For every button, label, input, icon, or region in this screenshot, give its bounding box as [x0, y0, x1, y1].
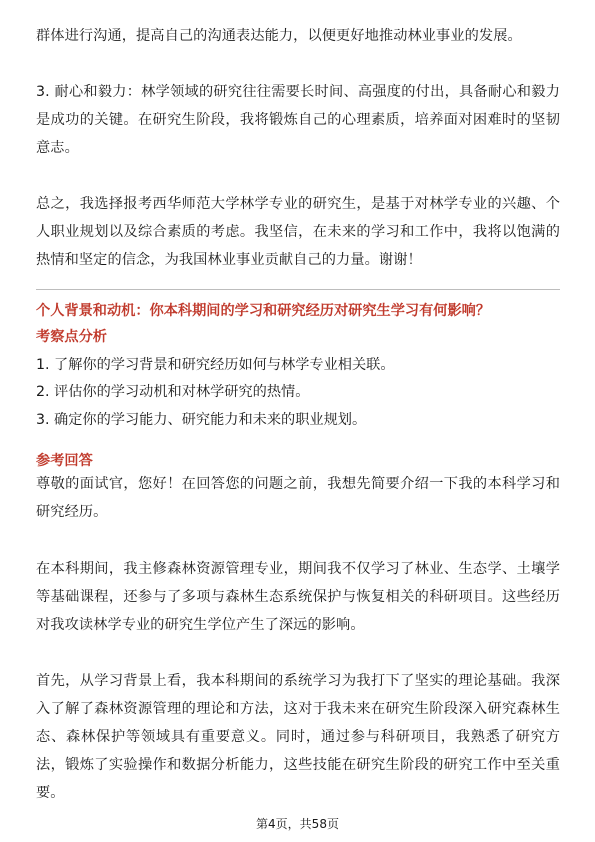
analysis-item-1: 1. 了解你的学习背景和研究经历如何与林学专业相关联。 — [36, 357, 395, 373]
paragraph-patience: 3. 耐心和毅力：林学领域的研究往往需要长时间、高强度的付出，具备耐心和毅力是成功的关键。在研究生阶段，我将锻炼自己的心理素质，培养面对困难时的坚韧意志。 — [36, 84, 560, 156]
answer-paragraph-background: 首先，从学习背景上看，我本科期间的系统学习为我打下了坚实的理论基础。我深入了解了森林资源管理的理论和方法，这对于我未来在研究生阶段深入研究森林生态、森林保护等领域具有重要意义。同时，通过参与科研项目，我熟悉了研究方法，锻炼了实验操作和数据分析能力，这些技能在研究生阶段的研究工作中至关重要。 — [36, 673, 560, 801]
analysis-item-3: 3. 确定你的学习能力、研究能力和未来的职业规划。 — [36, 412, 367, 428]
answer-paragraph-intro: 尊敬的面试官，您好！在回答您的问题之前，我想先简要介绍一下我的本科学习和研究经历。 — [36, 476, 560, 520]
page-number: 第4页，共58页 — [256, 817, 339, 831]
answer-paragraph-undergrad: 在本科期间，我主修森林资源管理专业，期间我不仅学习了林业、生态学、土壤学等基础课程，还参与了多项与森林生态系统保护与恢复相关的科研项目。这些经历对我攻读林学专业的研究生学位产生了深远的影响。 — [36, 561, 560, 633]
section-divider — [36, 289, 560, 290]
question-title: 个人背景和动机：你本科期间的学习和研究经历对研究生学习有何影响？ — [36, 303, 491, 319]
analysis-item-2: 2. 评估你的学习动机和对林学研究的热情。 — [36, 384, 310, 400]
page-footer — [0, 816, 595, 832]
paragraph-conclusion: 总之，我选择报考西华师范大学林学专业的研究生，是基于对林学专业的兴趣、个人职业规划以及综合素质的考虑。我坚信，在未来的学习和工作中，我将以饱满的热情和坚定的信念，为我国林业事业贡献自己的力量。谢谢！ — [36, 196, 560, 268]
analysis-heading: 考察点分析 — [36, 329, 107, 345]
answer-heading: 参考回答 — [36, 453, 93, 469]
paragraph-communication: 群体进行沟通，提高自己的沟通表达能力，以便更好地推动林业事业的发展。 — [36, 28, 522, 44]
